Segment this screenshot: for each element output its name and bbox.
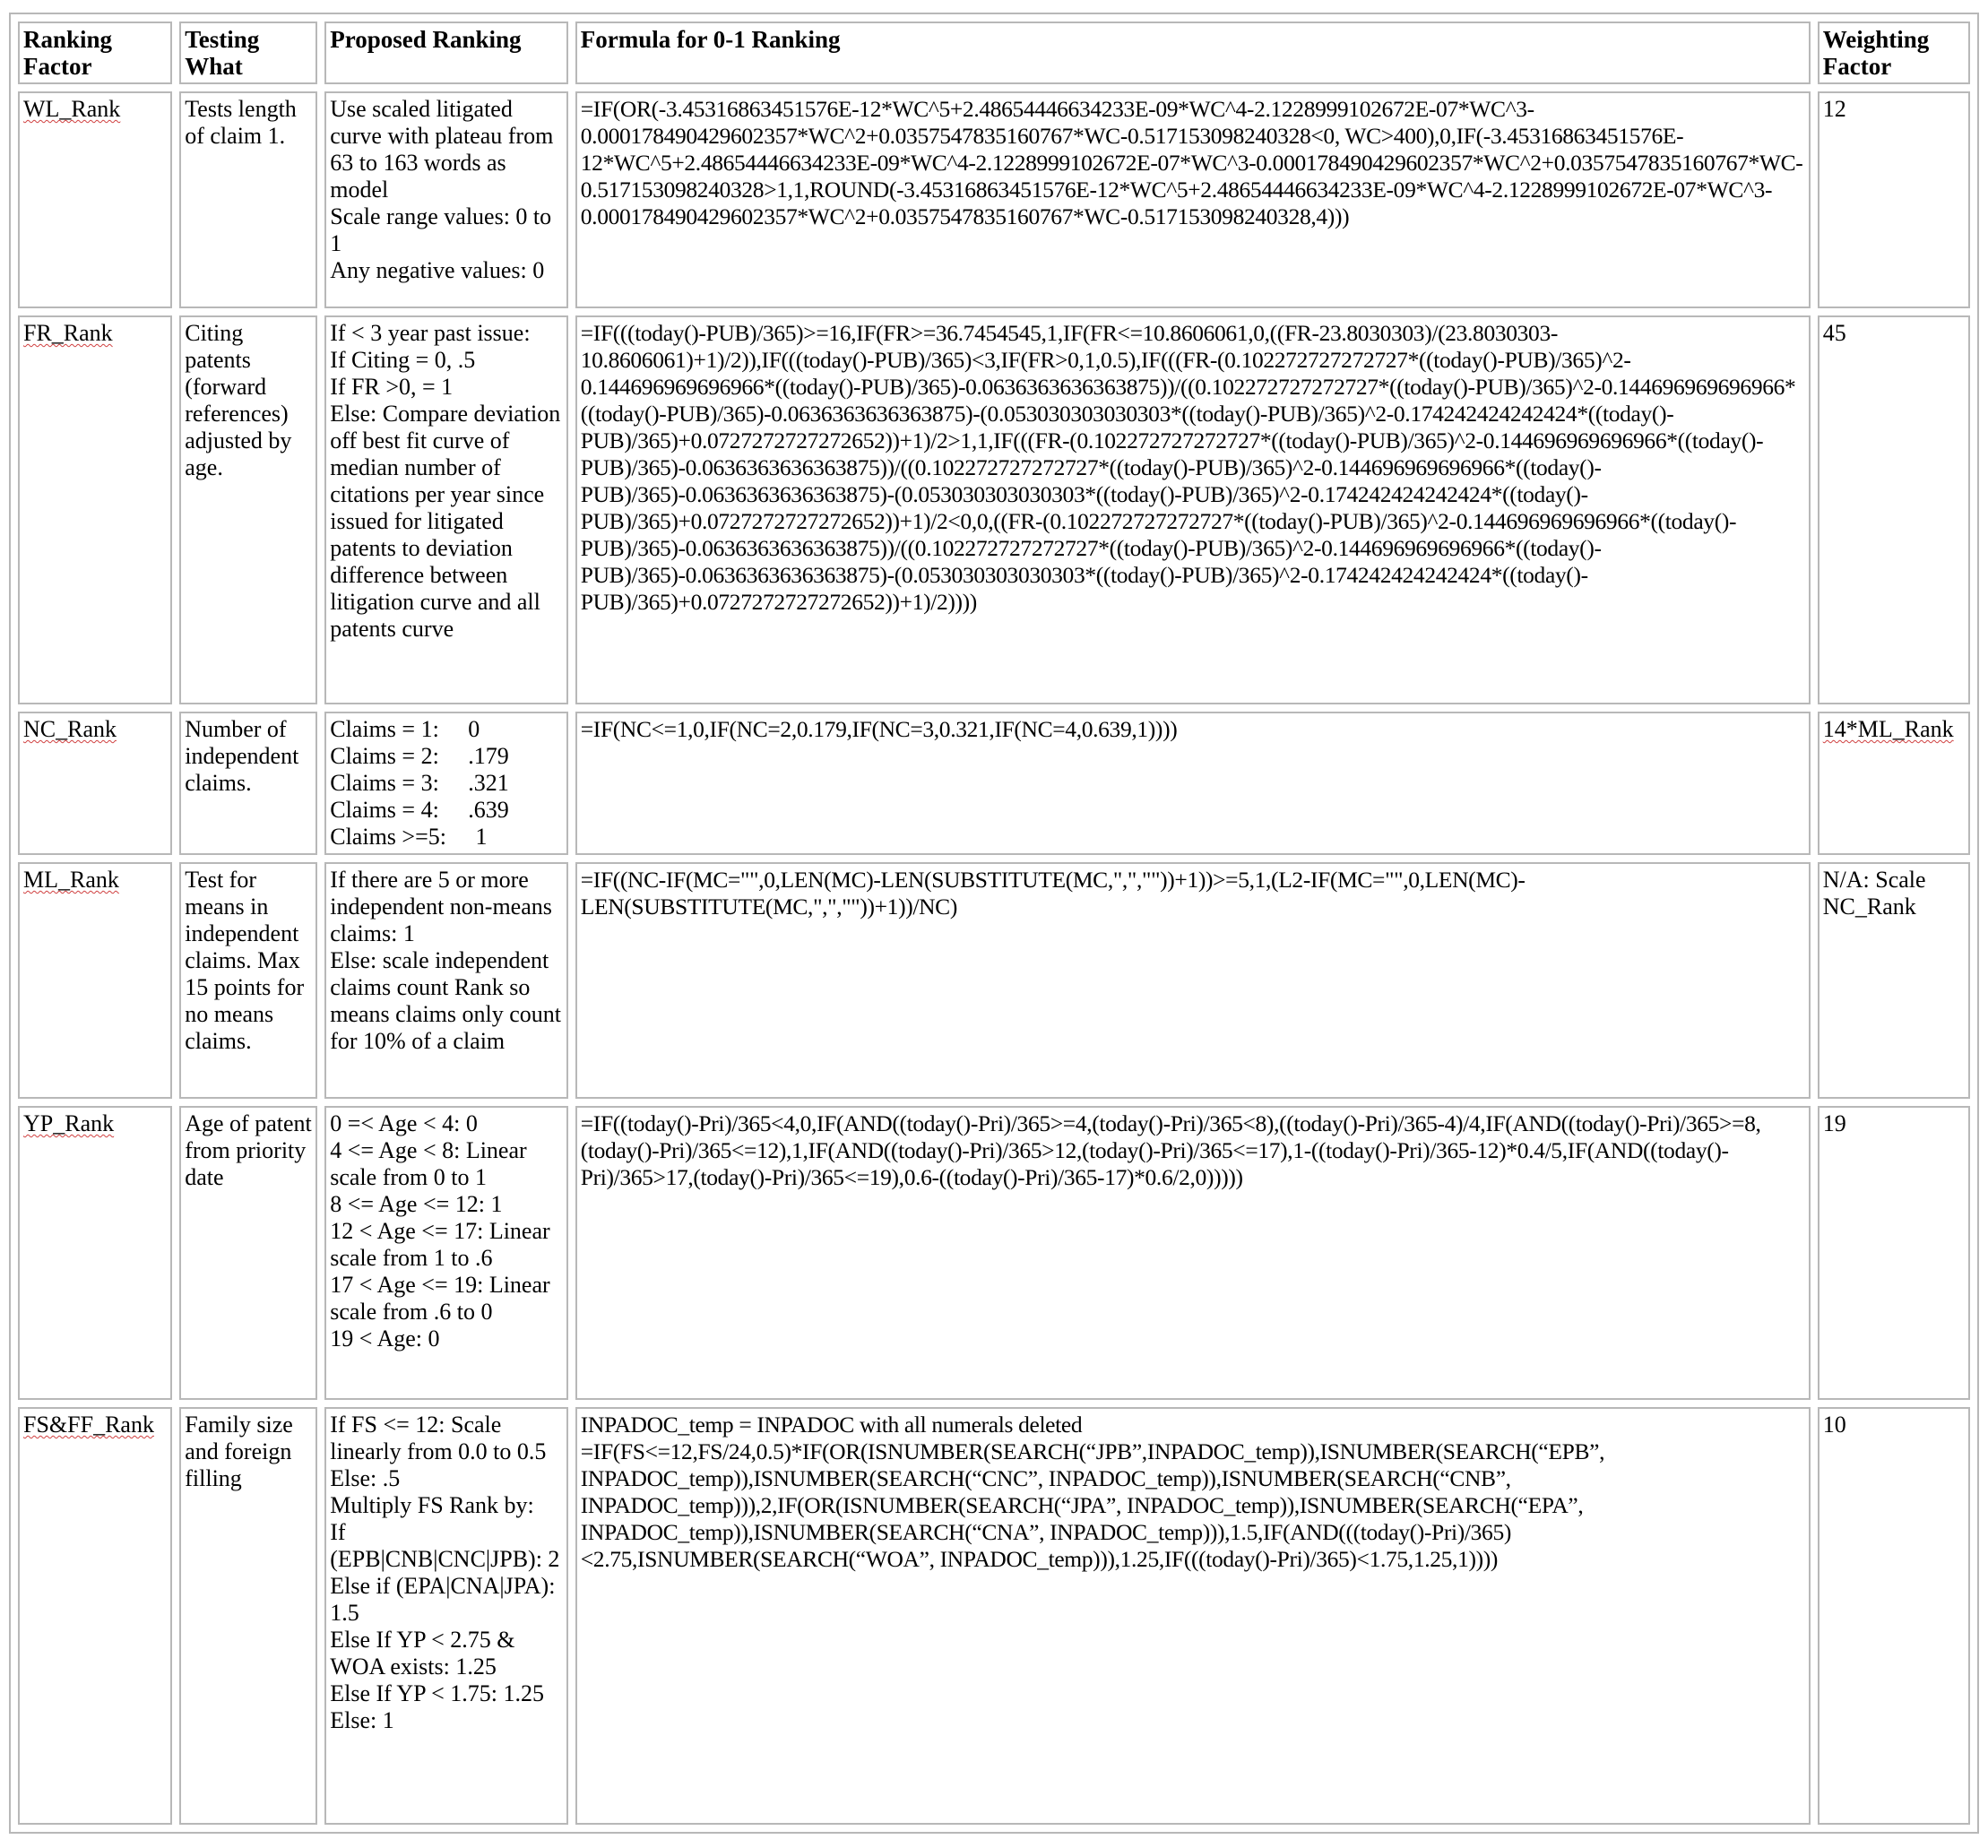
cell-proposed: If < 3 year past issue: If Citing = 0, .5 If FR >0, = 1 Else: Compare deviation off best fit curve of median number of citations per year since issued for litigated patents to deviation difference between litigation curve and all patents curve (324, 315, 568, 704)
cell-what: Age of patent from priority date (179, 1106, 317, 1400)
cell-proposed: Claims = 1: 0 Claims = 2: .179 Claims = 3: .321 Claims = 4: .639 Claims >=5: 1 (324, 712, 568, 855)
cell-proposed: If there are 5 or more independent non-means claims: 1 Else: scale independent claims count Rank so means claims only count for 10% of a claim (324, 862, 568, 1099)
cell-factor (18, 1407, 172, 1825)
cell-weight (1818, 712, 1970, 855)
cell-weight: 10 (1818, 1407, 1970, 1825)
cell-formula: =IF((NC-IF(MC="",0,LEN(MC)-LEN(SUBSTITUTE(MC,",",""))+1))>=5,1,(L2-IF(MC="",0,LEN(MC)-LEN(SUBSTITUTE(MC,",",""))+1))/NC) (575, 862, 1811, 1099)
cell-what: Citing patents (forward references) adjusted by age. (179, 315, 317, 704)
table-row-ml-rank (18, 862, 1970, 1099)
cell-weight: 12 (1818, 91, 1970, 308)
cell-proposed: Use scaled litigated curve with plateau from 63 to 163 words as model Scale range values: 0 to 1 Any negative values: 0 (324, 91, 568, 308)
header-testing-what: Testing What (179, 22, 317, 84)
table-row-yp-rank (18, 1106, 1970, 1400)
table-row-wl-rank (18, 91, 1970, 308)
cell-weight: 45 (1818, 315, 1970, 704)
cell-what: Tests length of claim 1. (179, 91, 317, 308)
factor-name: ML_Rank (23, 867, 119, 893)
factor-name: WL_Rank (23, 96, 121, 122)
header-formula: Formula for 0-1 Ranking (575, 22, 1811, 84)
header-row (18, 22, 1970, 84)
cell-factor (18, 91, 172, 308)
cell-formula: =IF((today()-Pri)/365<4,0,IF(AND((today()-Pri)/365>=4,(today()-Pri)/365<8),((today()-Pri)/365-4)/4,IF(AND((today()-Pri)/365>=8,(today()-Pri)/365<=12),1,IF(AND((today()-Pri)/365>12,(today()-Pri)/365<=17),1-((today()-Pri)/365-12)*0.4/5,IF(AND((today()-Pri)/365>17,(today()-Pri)/365<=19),0.6-((today()-Pri)/365-17)*0.6/2,0))))) (575, 1106, 1811, 1400)
cell-what: Family size and foreign filling (179, 1407, 317, 1825)
table-row-fs-ff-rank (18, 1407, 1970, 1825)
header-weighting-factor: Weighting Factor (1818, 22, 1970, 84)
cell-factor (18, 862, 172, 1099)
cell-proposed: If FS <= 12: Scale linearly from 0.0 to 0.5 Else: .5 Multiply FS Rank by: If (EPB|CNB|CNC|JPB): 2 Else if (EPA|CNA|JPA): 1.5 Else If YP < 2.75 & WOA exists: 1.25 Else If YP < 1.75: 1.25 Else: 1 (324, 1407, 568, 1825)
cell-factor (18, 315, 172, 704)
weight-value: 14*ML_Rank (1822, 716, 1954, 742)
cell-formula: INPADOC_temp = INPADOC with all numerals deleted =IF(FS<=12,FS/24,0.5)*IF(OR(ISNUMBER(SEARCH(“JPB”,INPADOC_temp)),ISNUMBER(SEARCH(“EPB”, INPADOC_temp)),ISNUMBER(SEARCH(“CNC”, INPADOC_temp)),ISNUMBER(SEARCH(“CNB”, INPADOC_temp))),2,IF(OR(ISNUMBER(SEARCH(“JPA”, INPADOC_temp)),ISNUMBER(SEARCH(“EPA”, INPADOC_temp)),ISNUMBER(SEARCH(“CNA”, INPADOC_temp))),1.5,IF(AND(((today()-Pri)/365)<2.75,ISNUMBER(SEARCH(“WOA”, INPADOC_temp))),1.25,IF(((today()-Pri)/365)<1.75,1.25,1)))) (575, 1407, 1811, 1825)
cell-factor (18, 1106, 172, 1400)
cell-formula: =IF(OR(-3.45316863451576E-12*WC^5+2.48654446634233E-09*WC^4-2.1228999102672E-07*WC^3-0.000178490429602357*WC^2+0.0357547835160767*WC-0.517153098240328<0, WC>400),0,IF(-3.45316863451576E-12*WC^5+2.48654446634233E-09*WC^4-2.1228999102672E-07*WC^3-0.000178490429602357*WC^2+0.0357547835160767*WC-0.517153098240328>1,1,ROUND(-3.45316863451576E-12*WC^5+2.48654446634233E-09*WC^4-2.1228999102672E-07*WC^3-0.000178490429602357*WC^2+0.0357547835160767*WC-0.517153098240328,4))) (575, 91, 1811, 308)
cell-weight: 19 (1818, 1106, 1970, 1400)
cell-formula: =IF(NC<=1,0,IF(NC=2,0.179,IF(NC=3,0.321,IF(NC=4,0.639,1)))) (575, 712, 1811, 855)
ranking-factor-table (9, 13, 1979, 1834)
factor-name: FS&FF_Rank (23, 1412, 154, 1438)
table-row-nc-rank (18, 712, 1970, 855)
cell-proposed: 0 =< Age < 4: 0 4 <= Age < 8: Linear scale from 0 to 1 8 <= Age <= 12: 1 12 < Age <= 17: Linear scale from 1 to .6 17 < Age <= 19: Linear scale from .6 to 0 19 < Age: 0 (324, 1106, 568, 1400)
header-proposed-ranking: Proposed Ranking (324, 22, 568, 84)
cell-formula: =IF(((today()-PUB)/365)>=16,IF(FR>=36.7454545,1,IF(FR<=10.8606061,0,((FR-23.8030303)/(23.8030303-10.8606061)+1)/2)),IF(((today()-PUB)/365)<3,IF(FR>0,1,0.5),IF(((FR-(0.102272727272727*((today()-PUB)/365)^2-0.144696969696966*((today()-PUB)/365)-0.0636363636363875))/((0.102272727272727*((today()-PUB)/365)^2-0.144696969696966*((today()-PUB)/365)-0.0636363636363875)-(0.053030303030303*((today()-PUB)/365)^2-0.174242424242424*((today()-PUB)/365)+0.0727272727272652))+1)/2>1,1,IF(((FR-(0.102272727272727*((today()-PUB)/365)^2-0.144696969696966*((today()-PUB)/365)-0.0636363636363875))/((0.102272727272727*((today()-PUB)/365)^2-0.144696969696966*((today()-PUB)/365)-0.0636363636363875)-(0.053030303030303*((today()-PUB)/365)^2-0.174242424242424*((today()-PUB)/365)+0.0727272727272652))+1)/2<0,0,((FR-(0.102272727272727*((today()-PUB)/365)^2-0.144696969696966*((today()-PUB)/365)-0.0636363636363875))/((0.102272727272727*((today()-PUB)/365)^2-0.144696969696966*((today()-PUB)/365)-0.0636363636363875)-(0.053030303030303*((today()-PUB)/365)^2-0.174242424242424*((today()-PUB)/365)+0.0727272727272652))+1)/2)))) (575, 315, 1811, 704)
cell-factor (18, 712, 172, 855)
factor-name: YP_Rank (23, 1110, 115, 1136)
cell-what: Number of independent claims. (179, 712, 317, 855)
factor-name: FR_Rank (23, 320, 113, 346)
factor-name: NC_Rank (23, 716, 117, 742)
cell-what: Test for means in independent claims. Max 15 points for no means claims. (179, 862, 317, 1099)
cell-weight: N/A: Scale NC_Rank (1818, 862, 1970, 1099)
header-ranking-factor: Ranking Factor (18, 22, 172, 84)
table-row-fr-rank (18, 315, 1970, 704)
